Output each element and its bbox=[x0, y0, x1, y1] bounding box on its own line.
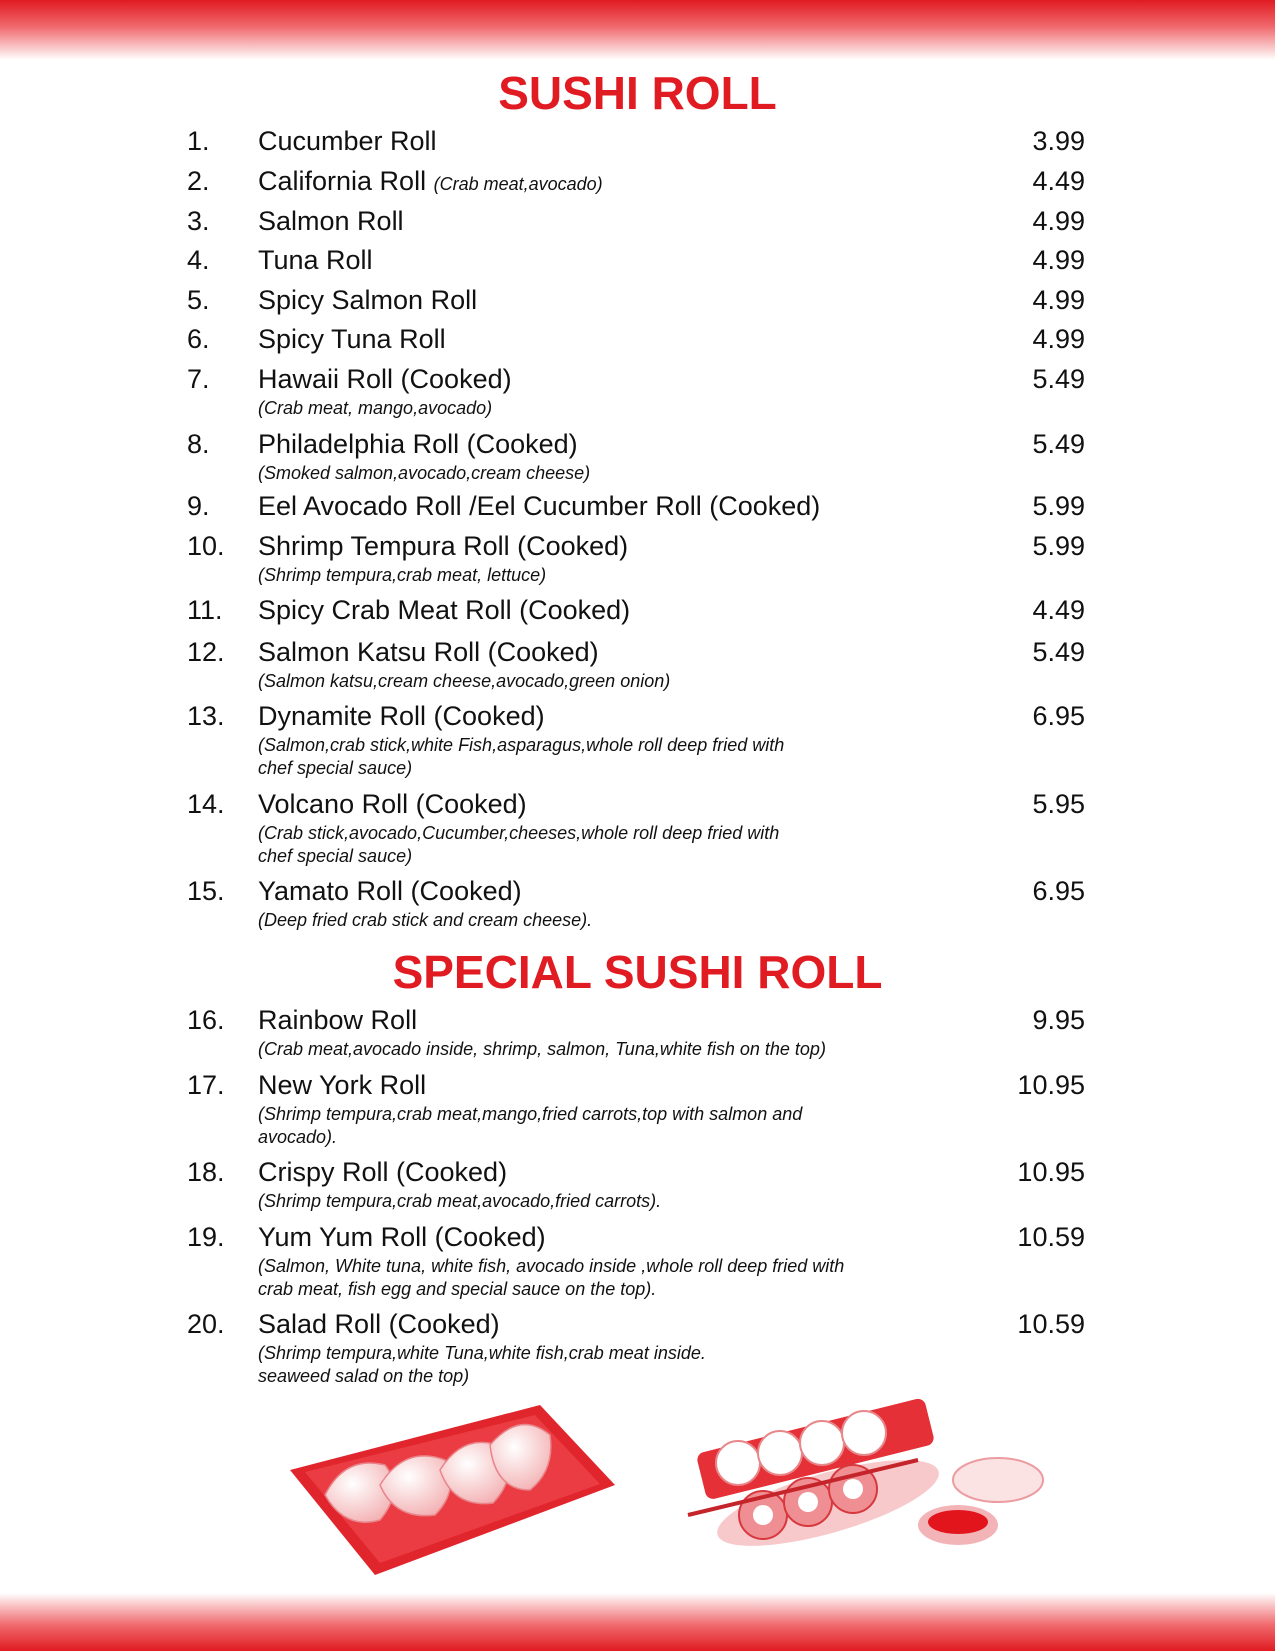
item-number: 9. bbox=[187, 491, 210, 521]
item-name: Spicy Tuna Roll bbox=[258, 324, 446, 354]
item-number: 4. bbox=[187, 245, 210, 275]
item-number: 12. bbox=[187, 637, 225, 667]
item-name: Spicy Crab Meat Roll (Cooked) bbox=[258, 595, 631, 625]
item-description: (Deep fried crab stick and cream cheese). bbox=[258, 910, 593, 930]
item-price: 4.49 bbox=[1032, 595, 1085, 625]
item-price: 10.95 bbox=[1017, 1070, 1085, 1100]
item-description: (Crab meat, mango,avocado) bbox=[258, 398, 493, 418]
item-name: Yamato Roll (Cooked) bbox=[258, 876, 522, 906]
dumplings-plate-photo bbox=[280, 1400, 625, 1585]
item-price: 10.95 bbox=[1017, 1157, 1085, 1187]
item-number: 6. bbox=[187, 324, 210, 354]
item-price: 4.99 bbox=[1032, 245, 1085, 275]
item-name: Volcano Roll (Cooked) bbox=[258, 789, 527, 819]
item-number: 7. bbox=[187, 364, 210, 394]
item-price: 3.99 bbox=[1032, 126, 1085, 156]
item-price: 4.99 bbox=[1032, 285, 1085, 315]
item-description: (Shrimp tempura,crab meat, lettuce) bbox=[258, 565, 547, 585]
sushi-rolls-photo bbox=[668, 1385, 1048, 1560]
item-name: Spicy Salmon Roll bbox=[258, 285, 478, 315]
item-price: 5.99 bbox=[1032, 531, 1085, 561]
item-number: 8. bbox=[187, 429, 210, 459]
item-name: Salmon Katsu Roll (Cooked) bbox=[258, 637, 599, 667]
section-title-sushi-roll: SUSHI ROLL bbox=[498, 67, 777, 119]
item-description: (Salmon katsu,cream cheese,avocado,green onion) bbox=[258, 671, 671, 691]
item-name: Salad Roll (Cooked) bbox=[258, 1309, 500, 1339]
item-name: Philadelphia Roll (Cooked) bbox=[258, 429, 578, 459]
item-name: Tuna Roll bbox=[258, 245, 373, 275]
item-number: 2. bbox=[187, 166, 210, 196]
item-number: 10. bbox=[187, 531, 225, 561]
item-name: Shrimp Tempura Roll (Cooked) bbox=[258, 531, 629, 561]
item-number: 11. bbox=[187, 595, 223, 625]
item-name: Crispy Roll (Cooked) bbox=[258, 1157, 508, 1187]
item-name: New York Roll bbox=[258, 1070, 427, 1100]
item-price: 9.95 bbox=[1032, 1005, 1085, 1035]
item-number: 13. bbox=[187, 701, 225, 731]
item-description: (Salmon,crab stick,white Fish,asparagus,whole roll deep fried with chef special sauce) bbox=[258, 735, 785, 778]
item-number: 14. bbox=[187, 789, 225, 819]
item-name: Dynamite Roll (Cooked) bbox=[258, 701, 545, 731]
item-description: (Crab meat,avocado inside, shrimp, salmon, Tuna,white fish on the top) bbox=[258, 1039, 826, 1059]
item-description: (Salmon, White tuna, white fish, avocado inside ,whole roll deep fried with crab meat, fish egg and special sauce on the top). bbox=[258, 1256, 845, 1299]
item-number: 18. bbox=[187, 1157, 225, 1187]
item-description: (Shrimp tempura,white Tuna,white fish,crab meat inside. seaweed salad on the top) bbox=[258, 1343, 706, 1386]
section-title-special-sushi-roll: SPECIAL SUSHI ROLL bbox=[392, 946, 883, 998]
item-price: 10.59 bbox=[1017, 1222, 1085, 1252]
item-name: Yum Yum Roll (Cooked) bbox=[258, 1222, 546, 1252]
item-name: Rainbow Roll bbox=[258, 1005, 418, 1035]
item-number: 16. bbox=[187, 1005, 225, 1035]
item-price: 5.99 bbox=[1032, 491, 1085, 521]
item-description: (Crab stick,avocado,Cucumber,cheeses,whole roll deep fried with chef special sauce) bbox=[258, 823, 780, 866]
item-description: (Smoked salmon,avocado,cream cheese) bbox=[258, 463, 591, 483]
item-name: Eel Avocado Roll /Eel Cucumber Roll (Cooked) bbox=[258, 491, 821, 521]
item-price: 6.95 bbox=[1032, 701, 1085, 731]
item-description: (Shrimp tempura,crab meat,mango,fried carrots,top with salmon and avocado). bbox=[258, 1104, 803, 1147]
item-number: 15. bbox=[187, 876, 225, 906]
item-number: 17. bbox=[187, 1070, 225, 1100]
item-number: 20. bbox=[187, 1309, 225, 1339]
item-price: 5.49 bbox=[1032, 429, 1085, 459]
bottom-red-band bbox=[0, 1593, 1275, 1651]
item-price: 6.95 bbox=[1032, 876, 1085, 906]
item-price: 4.99 bbox=[1032, 324, 1085, 354]
item-price: 5.49 bbox=[1032, 364, 1085, 394]
item-description: (Shrimp tempura,crab meat,avocado,fried carrots). bbox=[258, 1191, 662, 1211]
item-price: 4.49 bbox=[1032, 166, 1085, 196]
item-name: Hawaii Roll (Cooked) bbox=[258, 364, 512, 394]
top-red-band bbox=[0, 0, 1275, 60]
item-description: (Crab meat,avocado) bbox=[433, 174, 603, 194]
item-number: 3. bbox=[187, 206, 210, 236]
item-name: Salmon Roll bbox=[258, 206, 404, 236]
item-price: 5.49 bbox=[1032, 637, 1085, 667]
item-name: California Roll (Crab meat,avocado) bbox=[258, 166, 603, 196]
item-number: 19. bbox=[187, 1222, 225, 1252]
item-number: 5. bbox=[187, 285, 210, 315]
item-price: 5.95 bbox=[1032, 789, 1085, 819]
item-price: 4.99 bbox=[1032, 206, 1085, 236]
item-price: 10.59 bbox=[1017, 1309, 1085, 1339]
item-number: 1. bbox=[187, 126, 210, 156]
item-name: Cucumber Roll bbox=[258, 126, 437, 156]
